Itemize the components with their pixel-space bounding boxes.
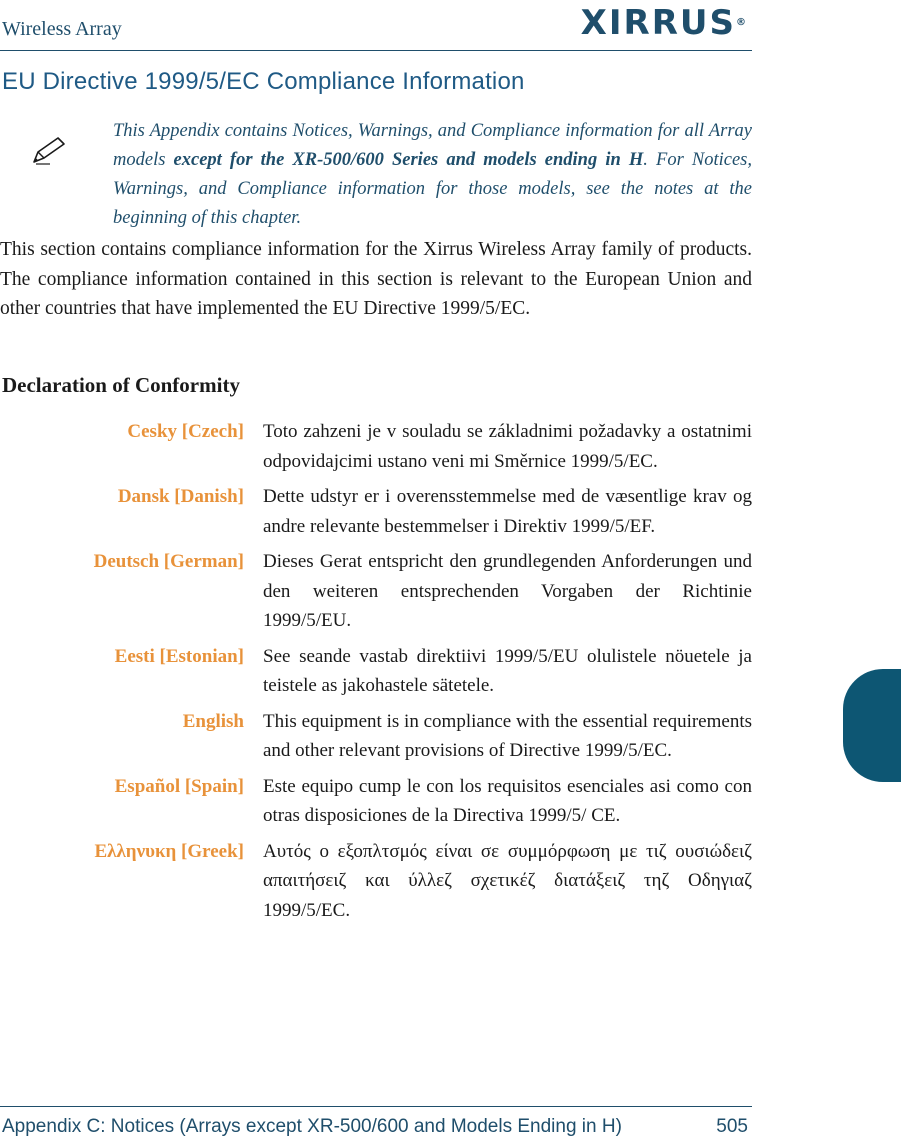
note-text-bold: except for the XR-500/600 Series and models ending in H xyxy=(173,150,644,170)
pencil-note-icon xyxy=(28,136,68,166)
declaration-text: Dieses Gerat entspricht den grundlegenden Anforderungen und den weiteren entsprechenden Vorgaben der Richtinie 1999/5/EU. xyxy=(263,551,752,631)
section-heading: Declaration of Conformity xyxy=(2,373,240,397)
note-text-part1: This Appendix contains Notices, Warnings, and Compliance information for all Array models xyxy=(113,121,752,170)
declaration-list xyxy=(0,417,752,931)
declaration-text: Toto zahzeni je v souladu se základnimi požadavky a ostatnimi odpovidajcimi ustano veni mi Směrnice 1999/5/EC. xyxy=(263,421,752,472)
declaration-row-greek xyxy=(0,837,752,926)
declaration-row-czech xyxy=(0,417,752,476)
footer-title: Appendix C: Notices (Arrays except XR-500/600 and Models Ending in H) xyxy=(2,1116,622,1137)
intro-paragraph: This section contains compliance information for the Xirrus Wireless Array family of products. The compliance information contained in this section is relevant to the European Union and other countries that have implemented the EU Directive 1999/5/EC. xyxy=(0,239,752,319)
declaration-language: Eesti [Estonian] xyxy=(114,645,244,667)
declaration-language: Dansk [Danish] xyxy=(117,486,244,507)
declaration-language: English xyxy=(182,710,244,732)
chapter-side-tab xyxy=(843,669,901,782)
declaration-text: This equipment is in compliance with the essential requirements and other relevant provisions of Directive 1999/5/EC. xyxy=(263,710,752,761)
logo-registered-mark: ® xyxy=(736,17,746,28)
running-title: Wireless Array xyxy=(2,18,122,40)
declaration-text: Αυτός ο εξοπλτσμός είναι σε συμμόρφωση με τιζ ουσιώδειζ απαιτήσειζ και ύλλεζ σχετικέζ διατάξειζ τηζ Οδηγιαζ 1999/5/EC. xyxy=(263,840,752,921)
page-header xyxy=(0,0,752,51)
declaration-row-spanish xyxy=(0,772,752,831)
declaration-row-estonian xyxy=(0,642,752,701)
declaration-row-english xyxy=(0,707,752,766)
xirrus-logo xyxy=(580,3,746,43)
declaration-language: Español [Spain] xyxy=(114,775,244,797)
declaration-language: Cesky [Czech] xyxy=(127,421,244,442)
logo-text: XIRRUS xyxy=(580,3,736,43)
note-text-part2: . For Notices, Warnings, and Compliance information for those models, see the notes at the beginning of this chapter. xyxy=(113,150,752,228)
declaration-text: See seande vastab direktiivi 1999/5/EU olulistele nöuetele ja teistele as jakohastele sätetele. xyxy=(263,645,752,696)
page-footer xyxy=(0,1106,752,1137)
declaration-row-german xyxy=(0,547,752,636)
declaration-text: Dette udstyr er i overensstemmelse med de væsentlige krav og andre relevante bestemmelser i Direktiv 1999/5/EF. xyxy=(263,486,752,537)
page-title: EU Directive 1999/5/EC Compliance Information xyxy=(2,68,525,95)
page-number: 505 xyxy=(716,1116,748,1137)
declaration-text: Este equipo cump le con los requisitos esenciales asi como con otras disposiciones de la Directiva 1999/5/ CE. xyxy=(263,775,752,826)
declaration-language: Deutsch [German] xyxy=(93,551,244,572)
appendix-note xyxy=(113,117,752,233)
declaration-row-danish xyxy=(0,482,752,541)
declaration-language: Ελληνυκη [Greek] xyxy=(94,840,244,862)
